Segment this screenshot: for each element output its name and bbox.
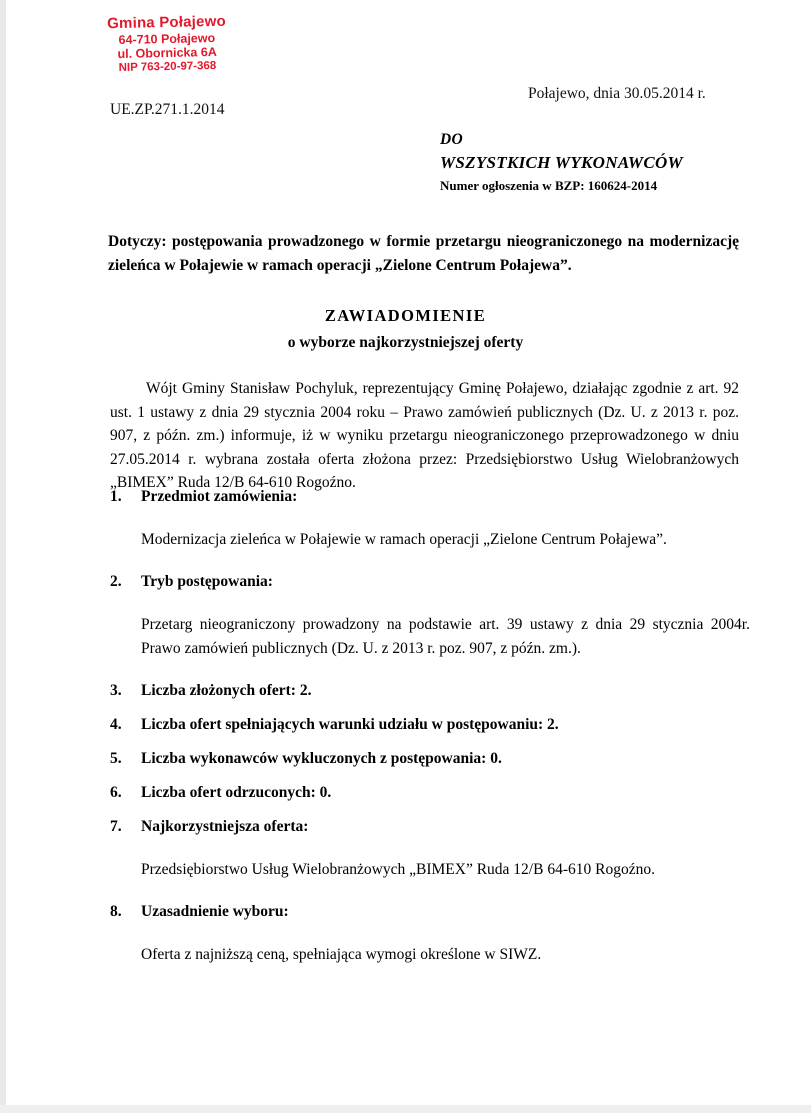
addressee-block xyxy=(440,131,683,194)
list-item-heading: Najkorzystniejsza oferta: xyxy=(141,817,309,835)
list-item-heading: Tryb postępowania: xyxy=(141,573,273,591)
list-item-heading: Liczba ofert spełniających warunki udziału w postępowaniu: 2. xyxy=(141,715,559,733)
stamp-line-postal: 64-710 Połajewo xyxy=(118,30,216,47)
list-item-number: 1. xyxy=(110,488,122,505)
page-subtitle: o wyborze najkorzystniejszej oferty xyxy=(287,334,524,351)
list-item-number: 4. xyxy=(110,715,122,733)
list-item xyxy=(110,750,750,768)
list-item xyxy=(110,488,750,551)
stamp-line-nip: NIP 763-20-97-368 xyxy=(118,60,217,75)
list-item-body: Modernizacja zieleńca w Połajewie w ramach operacji „Zielone Centrum Połajewa”. xyxy=(141,531,667,548)
list-item-number: 2. xyxy=(110,573,122,591)
numbered-list xyxy=(110,488,750,966)
list-item xyxy=(110,716,750,734)
list-item xyxy=(110,784,750,802)
list-item xyxy=(110,573,750,660)
stamp-line-municipality: Gmina Połajewo xyxy=(107,12,227,33)
place-and-date: Połajewo, dnia 30.05.2014 r. xyxy=(528,85,706,102)
list-item-heading: Liczba ofert odrzuconych: 0. xyxy=(141,783,332,801)
page-title: ZAWIADOMIENIE xyxy=(324,306,487,325)
list-item-heading: Liczba wykonawców wykluczonych z postępowania: 0. xyxy=(141,749,502,767)
list-item-heading: Liczba złożonych ofert: 2. xyxy=(141,681,312,699)
bzp-announcement-number: Numer ogłoszenia w BZP: 160624-2014 xyxy=(440,178,658,193)
list-item-body: Przetarg nieograniczony prowadzony na podstawie art. 39 ustawy z dnia 29 stycznia 2004r. Prawo zamówień publicznych (Dz. U. z 2013 r. poz. 907, z późn. zm.). xyxy=(141,616,750,657)
document-title-block xyxy=(0,306,811,352)
list-item-number: 8. xyxy=(110,903,122,920)
list-item-number: 3. xyxy=(110,681,122,699)
intro-paragraph: Wójt Gminy Stanisław Pochyluk, reprezentujący Gminę Połajewo, działając zgodnie z art. 92 ust. 1 ustawy z dnia 29 stycznia 2004 roku – Prawo zamówień publicznych (Dz. U. z 2013 r. poz. 907, z późn. zm.) informuje, iż w wyniku przetargu nieograniczonego przeprowadzonego w dniu 27.05.2014 r. wybrana została oferta złożona przez: Przedsiębiorstwo Usług Wielobranżowych „BIMEX” Ruda 12/B 64-610 Rogoźno. xyxy=(110,380,739,492)
stamp-line-street: ul. Obornicka 6A xyxy=(117,45,217,62)
list-item xyxy=(110,818,750,881)
list-item-number: 6. xyxy=(110,783,122,801)
list-item-number: 7. xyxy=(110,817,122,835)
list-item-heading: Przedmiot zamówienia: xyxy=(141,488,298,505)
addressee-prefix: DO xyxy=(440,131,463,148)
subject-line: Dotyczy: postępowania prowadzonego w formie przetargu nieograniczonego na modernizację zieleńca w Połajewie w ramach operacji „Zielone Centrum Połajewa”. xyxy=(108,233,739,275)
reference-number: UE.ZP.271.1.2014 xyxy=(110,101,225,118)
list-item xyxy=(110,682,750,700)
list-item-body: Oferta z najniższą ceną, spełniająca wymogi określone w SIWZ. xyxy=(141,946,542,963)
list-item-body: Przedsiębiorstwo Usług Wielobranżowych „BIMEX” Ruda 12/B 64-610 Rogoźno. xyxy=(141,860,655,878)
list-item xyxy=(110,903,750,966)
list-item-number: 5. xyxy=(110,749,122,767)
list-item-heading: Uzasadnienie wyboru: xyxy=(141,903,289,920)
office-stamp xyxy=(91,12,242,76)
addressee-name: WSZYSTKICH WYKONAWCÓW xyxy=(440,153,683,172)
